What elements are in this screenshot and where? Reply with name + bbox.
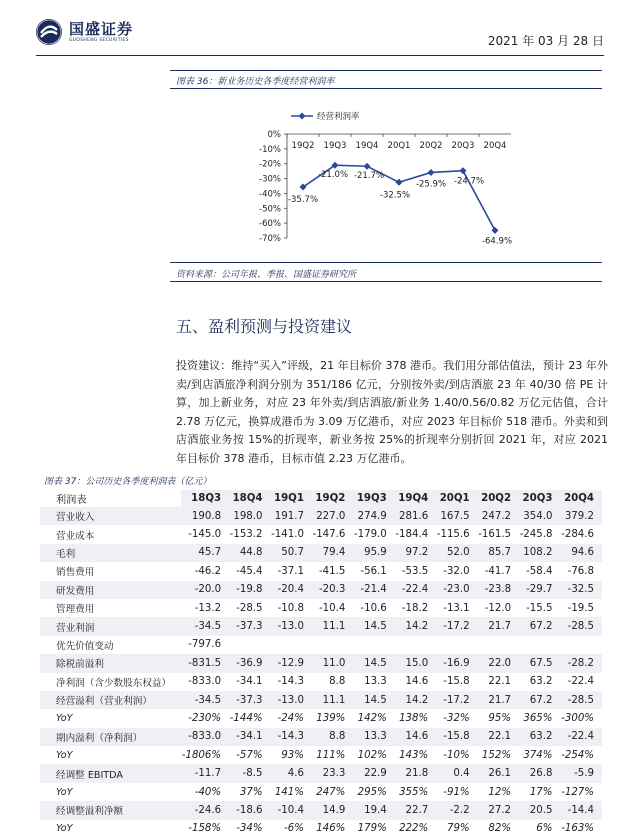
y-tick-label: -40% [259, 189, 281, 200]
data-label: -35.7% [287, 195, 319, 206]
table-cell: -41.7 [484, 565, 512, 577]
table-cell: 102% [357, 749, 387, 761]
table-cell: -91% [443, 786, 470, 798]
table-cell: 227.0 [312, 507, 353, 525]
table-header-label: 利润表 [40, 490, 181, 507]
table-cell: 4.6 [271, 764, 312, 782]
table-row [40, 562, 602, 580]
table-cell: -245.8 [519, 529, 553, 541]
table-cell: 79% [446, 823, 470, 835]
table-cell: 21.8 [395, 764, 436, 782]
table-cell: -18.6 [229, 801, 270, 819]
table-cell: -833.0 [188, 676, 222, 688]
table-cell: 14.2 [395, 691, 436, 709]
table-cell: 63.2 [529, 676, 553, 688]
table-row [40, 525, 602, 543]
table-cell: 22.7 [395, 801, 436, 819]
table-cell [229, 636, 270, 654]
table-cell: -21.4 [353, 581, 394, 599]
table-cell: -15.5 [526, 602, 553, 614]
table-cell: 37% [239, 786, 263, 798]
table-row-label: 营业收入 [40, 507, 181, 525]
table-row [40, 820, 602, 838]
table-cell: 97.2 [395, 544, 436, 562]
table-cell: 82% [488, 823, 512, 835]
table-row-label: 净利润（含少数股东权益） [56, 677, 172, 689]
table-row-label: 营业利润 [40, 617, 181, 635]
table-row-label: 经调整 EBITDA [40, 764, 181, 782]
income-statement-table [40, 490, 602, 838]
table-cell: -40% [194, 786, 222, 798]
table-cell [312, 636, 353, 654]
table-row-label: 经营溢利（营业利润） [40, 691, 181, 709]
table-row [40, 617, 602, 635]
table-header-period: 20Q2 [478, 490, 519, 507]
table-row-label: 管理费用 [56, 604, 95, 616]
table-cell: 8.8 [329, 676, 346, 688]
table-cell: -37.1 [277, 565, 304, 577]
table-cell: -56.1 [360, 565, 387, 577]
table-cell: 13.3 [353, 728, 394, 746]
table-cell: -179.0 [353, 529, 387, 541]
table-cell: 295% [357, 786, 387, 798]
table-row [40, 746, 602, 764]
table-row [40, 599, 602, 617]
table-cell: 365% [523, 712, 553, 724]
table-cell: -14.3 [277, 676, 304, 688]
table-cell: -28.5 [236, 602, 263, 614]
table-cell: 191.7 [271, 507, 312, 525]
table-cell: -127% [561, 786, 594, 798]
table-cell: -36.9 [229, 654, 270, 672]
table-row [40, 636, 602, 654]
table-row [40, 783, 602, 801]
table-cell: 247% [316, 786, 346, 798]
table-cell: 20.5 [519, 801, 560, 819]
figure-bottom-divider [170, 262, 602, 263]
table-cell: 198.0 [229, 507, 270, 525]
table-cell: -16.9 [436, 654, 477, 672]
table-cell: 67.2 [519, 691, 560, 709]
table-cell: -34.1 [229, 728, 270, 746]
table-cell: 19.4 [353, 801, 394, 819]
x-tick-label: 20Q2 [419, 141, 443, 151]
table-cell: -53.5 [401, 565, 429, 577]
table-cell: -19.8 [229, 581, 270, 599]
x-tick-label: 19Q4 [355, 141, 379, 151]
table-cell: 23.3 [312, 764, 353, 782]
table-cell: 45.7 [181, 544, 229, 562]
table-cell: -147.6 [312, 529, 346, 541]
table-cell: -5.9 [560, 764, 602, 782]
table-header-period: 19Q2 [312, 490, 353, 507]
table-row [40, 801, 602, 819]
guosheng-logo-icon [35, 18, 63, 46]
table-row-label: 营业成本 [56, 530, 95, 542]
table-cell: -32% [443, 712, 470, 724]
table-cell: 146% [316, 823, 346, 835]
table-cell: -10.4 [319, 602, 346, 614]
table-cell: 152% [481, 749, 512, 761]
y-tick-label: 0% [267, 130, 281, 140]
source-divider [170, 281, 602, 282]
x-tick-label: 20Q3 [451, 141, 475, 151]
table-cell: -12.9 [271, 654, 312, 672]
table-cell: -10.6 [360, 602, 387, 614]
table-cell: 95% [488, 712, 512, 724]
table-cell: -10.4 [271, 801, 312, 819]
data-point [460, 167, 467, 174]
table-row [40, 581, 602, 599]
table-cell: 26.8 [519, 764, 560, 782]
table-cell: 11.0 [312, 654, 353, 672]
table-cell: -14.3 [271, 728, 312, 746]
table-cell: -22.4 [560, 728, 602, 746]
table-cell: 281.6 [395, 507, 436, 525]
table-row [40, 507, 602, 525]
y-tick-label: -10% [259, 144, 281, 155]
table-cell: 67.5 [519, 654, 560, 672]
table-cell: -12.0 [484, 602, 512, 614]
table-cell [560, 636, 602, 654]
table-cell: -833.0 [181, 728, 229, 746]
figure-36-source: 资料来源：公司年报、季报、国盛证券研究所 [176, 270, 357, 280]
table-cell: 274.9 [353, 507, 394, 525]
table-cell: -2.2 [436, 801, 477, 819]
data-point [364, 163, 371, 170]
table-cell: -13.0 [271, 617, 312, 635]
table-cell: -34% [236, 823, 263, 835]
table-cell: -58.4 [526, 565, 553, 577]
table-cell: 67.2 [519, 617, 560, 635]
table-cell [353, 636, 394, 654]
table-cell: 22.9 [353, 764, 394, 782]
table-row [40, 544, 602, 562]
table-cell: 138% [399, 712, 429, 724]
table-cell: -163% [561, 823, 594, 835]
table-cell: -46.2 [194, 565, 222, 577]
table-cell: -17.2 [436, 691, 477, 709]
data-point [396, 179, 403, 186]
table-cell: 17% [529, 786, 553, 798]
table-row-label: 优先价值变动 [56, 640, 114, 652]
table-cell [519, 636, 560, 654]
table-row [40, 654, 602, 672]
table-cell: 22.1 [488, 676, 512, 688]
table-cell [271, 636, 312, 654]
operating-margin-chart [253, 100, 523, 270]
table-row-label: 毛利 [40, 544, 181, 562]
table-row-label: YoY [56, 749, 73, 761]
table-cell: -144% [229, 712, 263, 724]
data-label: -32.5% [379, 190, 411, 201]
y-tick-label: -20% [259, 159, 281, 170]
table-cell: 374% [523, 749, 553, 761]
table-cell: 93% [281, 749, 304, 761]
table-cell: 0.4 [436, 764, 477, 782]
table-cell: -158% [188, 823, 222, 835]
table-body [40, 507, 602, 838]
data-label: -24.7% [453, 176, 485, 187]
x-tick-label: 20Q4 [483, 141, 507, 151]
data-label: -64.9% [481, 236, 513, 247]
table-row [40, 673, 602, 691]
table-cell: -34.5 [181, 691, 229, 709]
table-cell: 14.5 [353, 691, 394, 709]
table-cell: -37.3 [229, 691, 270, 709]
table-row [40, 764, 602, 782]
table-cell: -115.6 [436, 529, 470, 541]
table-cell: -22.4 [567, 676, 594, 688]
table-cell: -13.2 [194, 602, 222, 614]
x-tick-label: 20Q1 [387, 141, 411, 151]
company-name-en: GUOSHENG SECURITIES [69, 37, 129, 43]
table-cell: -14.4 [560, 801, 602, 819]
section-title: 五、盈利预测与投资建议 [176, 317, 353, 336]
table-header-period: 18Q3 [181, 490, 229, 507]
table-cell: -19.5 [567, 602, 594, 614]
table-cell: 14.5 [353, 617, 394, 635]
table-cell: 44.8 [229, 544, 270, 562]
table-row-label: 经调整溢利净额 [40, 801, 181, 819]
table-header-period: 20Q3 [519, 490, 560, 507]
table-cell [478, 636, 519, 654]
table-cell: -11.7 [181, 764, 229, 782]
table-cell: 14.6 [405, 676, 429, 688]
table-cell: 190.8 [181, 507, 229, 525]
table-header-period: 18Q4 [229, 490, 270, 507]
table-cell: 143% [399, 749, 429, 761]
table-cell: -20.0 [181, 581, 229, 599]
y-tick-label: -50% [259, 204, 281, 215]
table-cell: -300% [561, 712, 594, 724]
table-cell: 63.2 [519, 728, 560, 746]
x-tick-label: 19Q3 [323, 141, 347, 151]
table-cell: -20.3 [312, 581, 353, 599]
table-cell: -145.0 [188, 529, 222, 541]
table-header-period: 20Q4 [560, 490, 602, 507]
table-cell: -37.3 [229, 617, 270, 635]
table-cell: -29.7 [519, 581, 560, 599]
table-cell: -28.5 [560, 691, 602, 709]
header-divider [36, 55, 604, 56]
table-row-label: 期内溢利（净利润） [40, 728, 181, 746]
table-cell: 27.2 [478, 801, 519, 819]
table-row [40, 709, 602, 727]
table-cell: -23.0 [436, 581, 477, 599]
table-cell: 108.2 [519, 544, 560, 562]
table-row-label: 除税前溢利 [40, 654, 181, 672]
table-cell: 142% [357, 712, 387, 724]
table-cell: -24.6 [181, 801, 229, 819]
table-cell: 247.2 [478, 507, 519, 525]
table-cell: -1806% [181, 749, 222, 761]
table-cell: 379.2 [560, 507, 602, 525]
table-cell: -57% [236, 749, 263, 761]
data-label: -21.7% [353, 171, 385, 182]
table-cell: -10% [443, 749, 470, 761]
table-header-period: 20Q1 [436, 490, 477, 507]
table-cell: -8.5 [229, 764, 270, 782]
table-cell: -15.8 [436, 728, 477, 746]
figure-top-divider [170, 70, 602, 71]
company-name: 国盛证券 [69, 19, 134, 38]
table-cell: 79.4 [312, 544, 353, 562]
table-cell: 179% [357, 823, 387, 835]
table-cell: -28.5 [560, 617, 602, 635]
table-cell [395, 636, 436, 654]
table-header-row [40, 490, 602, 507]
table-cell: -10.8 [277, 602, 304, 614]
table-cell: 14.5 [353, 654, 394, 672]
table-cell: -254% [561, 749, 594, 761]
y-tick-label: -70% [259, 234, 281, 244]
table-cell: 141% [274, 786, 304, 798]
table-cell: 354.0 [519, 507, 560, 525]
table-cell: -6% [284, 823, 304, 835]
operating-margin-chart-svg [253, 100, 523, 270]
table-cell: 14.2 [395, 617, 436, 635]
table-cell: 167.5 [436, 507, 477, 525]
table-cell: -34.1 [236, 676, 263, 688]
table-cell: -230% [188, 712, 222, 724]
table-row-label: YoY [56, 786, 73, 798]
table-37-caption: 图表 37：公司历史各季度利润表（亿元） [44, 477, 212, 487]
table-cell: -153.2 [229, 529, 263, 541]
table-cell: -28.2 [560, 654, 602, 672]
table-cell: -32.0 [443, 565, 470, 577]
page-header [0, 0, 640, 62]
table-cell: -13.0 [271, 691, 312, 709]
table-cell: -22.4 [395, 581, 436, 599]
table-cell: 95.9 [353, 544, 394, 562]
table-cell: 22.1 [478, 728, 519, 746]
table-cell: -76.8 [567, 565, 594, 577]
table-header-period: 19Q4 [395, 490, 436, 507]
table-cell: 14.6 [395, 728, 436, 746]
table-cell: -15.8 [443, 676, 470, 688]
table-cell: 11.1 [312, 691, 353, 709]
table-cell: -32.5 [560, 581, 602, 599]
table-cell: 6% [536, 823, 553, 835]
legend-marker [299, 113, 306, 120]
company-logo [35, 18, 133, 46]
table-cell: -45.4 [236, 565, 263, 577]
report-date: 2021 年 03 月 28 日 [487, 34, 604, 48]
table-cell: 12% [488, 786, 512, 798]
table-cell: 8.8 [312, 728, 353, 746]
y-tick-label: -30% [259, 174, 281, 185]
y-tick-label: -60% [259, 219, 281, 230]
table-cell: -24% [277, 712, 304, 724]
table-cell: -284.6 [561, 529, 594, 541]
table-header-period: 19Q1 [271, 490, 312, 507]
table-cell: -831.5 [181, 654, 229, 672]
table-cell: 50.7 [271, 544, 312, 562]
table-cell: 222% [399, 823, 429, 835]
table-cell: -17.2 [436, 617, 477, 635]
data-point [428, 169, 435, 176]
table-cell: 85.7 [478, 544, 519, 562]
table-cell: -161.5 [478, 529, 512, 541]
table-cell: -13.1 [443, 602, 470, 614]
table-cell: 21.7 [478, 617, 519, 635]
table-cell: 26.1 [478, 764, 519, 782]
table-cell: 11.1 [312, 617, 353, 635]
table-cell: -797.6 [188, 639, 222, 651]
table-cell: -141.0 [271, 529, 304, 541]
table-cell: 111% [316, 749, 346, 761]
investment-advice-paragraph: 投资建议：维持“买入”评级，21 年目标价 378 港币。我们用分部估值法，预计 23 年外卖/到店酒旅净利润分别为 351/186 亿元，分别按外卖/到店酒旅 23 年 40/30 倍 PE 计算，加上新业务，对应 23 年外卖/到店酒旅/新业务 1.40/0.56/0.82 万亿元估值，合计 2.78 万亿元，换算成港币为 3.09 万亿港币，对应 2023 年目标价 518 港币。外卖和到店酒旅业务按 15%的折现率，新业务按 25%的折现率分别折回 2021 年，对应 2021 年目标价 378 港币，目标市值 2.23 万亿港币。 [176, 359, 608, 465]
table-cell: -20.4 [271, 581, 312, 599]
table-cell: -23.8 [478, 581, 519, 599]
table-cell: 52.0 [436, 544, 477, 562]
table-row-label: YoY [56, 712, 73, 724]
table-cell: 355% [399, 786, 429, 798]
data-label: -21.0% [317, 170, 349, 181]
data-point [492, 227, 499, 234]
table-cell: 94.6 [560, 544, 602, 562]
figure-36-caption: 图表 36：新业务历史各季度经营利润率 [176, 77, 335, 87]
table-header-period: 19Q3 [353, 490, 394, 507]
table-row-label: YoY [56, 823, 73, 835]
income-statement-table-wrap [40, 490, 602, 835]
table-cell: -34.5 [181, 617, 229, 635]
figure-caption-divider [170, 88, 602, 89]
table-row-label: 销售费用 [56, 567, 95, 579]
table-cell: -184.4 [395, 529, 429, 541]
table-row-label: 研发费用 [40, 581, 181, 599]
table-cell: -41.5 [319, 565, 346, 577]
table-cell: 21.7 [478, 691, 519, 709]
table-cell: 22.0 [478, 654, 519, 672]
table-cell: 14.9 [312, 801, 353, 819]
table-cell: 13.3 [364, 676, 387, 688]
data-label: -25.9% [415, 179, 447, 190]
x-tick-label: 19Q2 [291, 141, 315, 151]
table-cell: 15.0 [395, 654, 436, 672]
table-cell: 139% [316, 712, 346, 724]
table-row [40, 728, 602, 746]
legend-label: 经营利润率 [317, 112, 360, 122]
table-cell: -18.2 [401, 602, 429, 614]
table-cell [436, 636, 477, 654]
table-row [40, 691, 602, 709]
